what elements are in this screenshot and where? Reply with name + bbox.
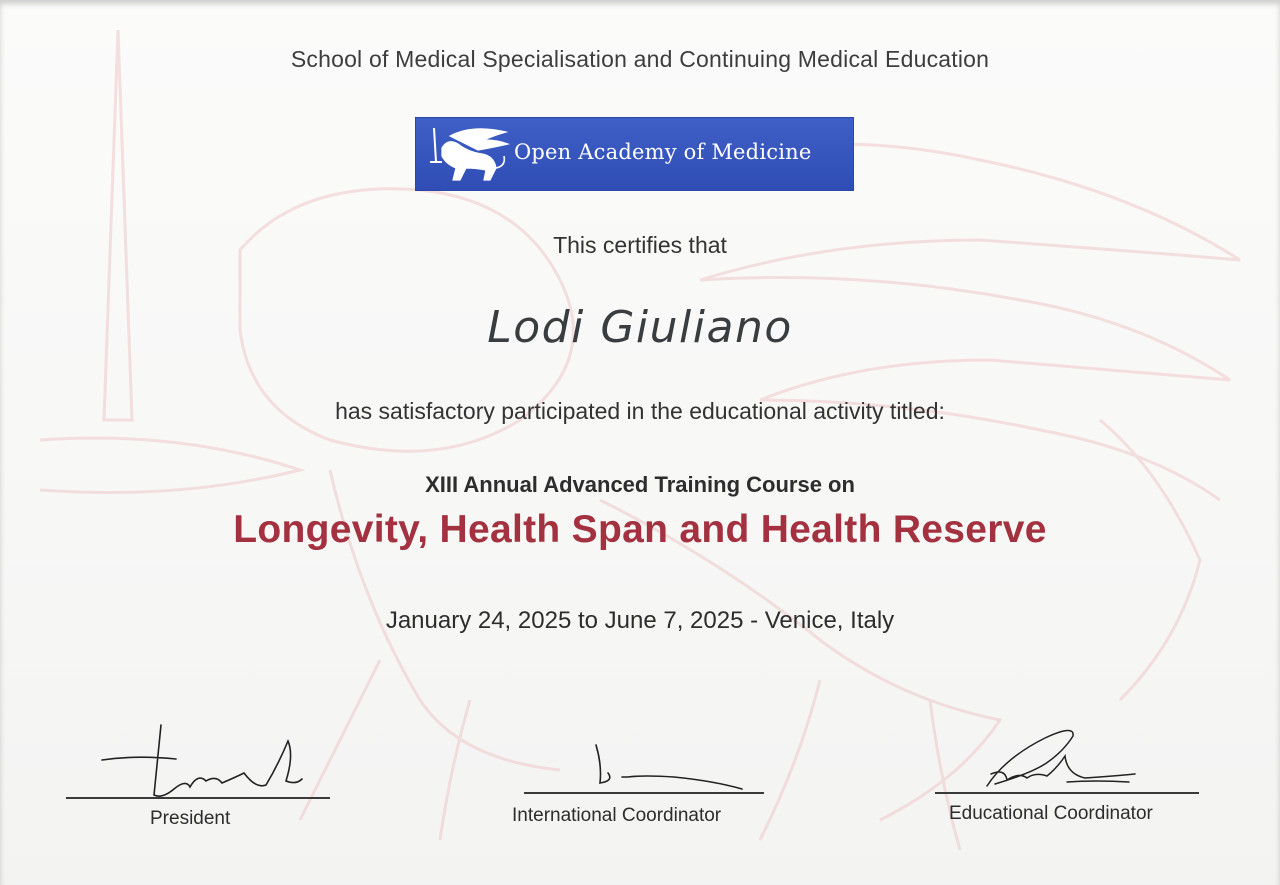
signature-president [66,715,336,835]
participation-text: has satisfactory participated in the educational activity titled: [335,398,945,424]
educational-coordinator-signature-mark [935,718,1205,798]
president-signature-mark [66,715,336,805]
school-name: School of Medical Specialisation and Continuing Medical Education [290,46,990,72]
signature-educational-coordinator [935,718,1205,833]
certifies-text: This certifies that [553,232,727,258]
winged-lion-icon [422,122,512,186]
signature-international-coordinator [504,725,774,835]
president-label: President [150,808,231,829]
recipient-name: Lodi Giuliano [487,302,793,353]
academy-logo [416,118,853,190]
educational-coordinator-label: Educational Coordinator [949,803,1153,824]
international-coordinator-label: International Coordinator [512,805,722,826]
course-dates-location: January 24, 2025 to June 7, 2025 - Venice, Italy [385,607,895,634]
course-intro: XIII Annual Advanced Training Course on [425,472,855,497]
course-title: Longevity, Health Span and Health Reserve [233,508,1047,551]
academy-name: Open Academy of Medicine [514,140,812,164]
